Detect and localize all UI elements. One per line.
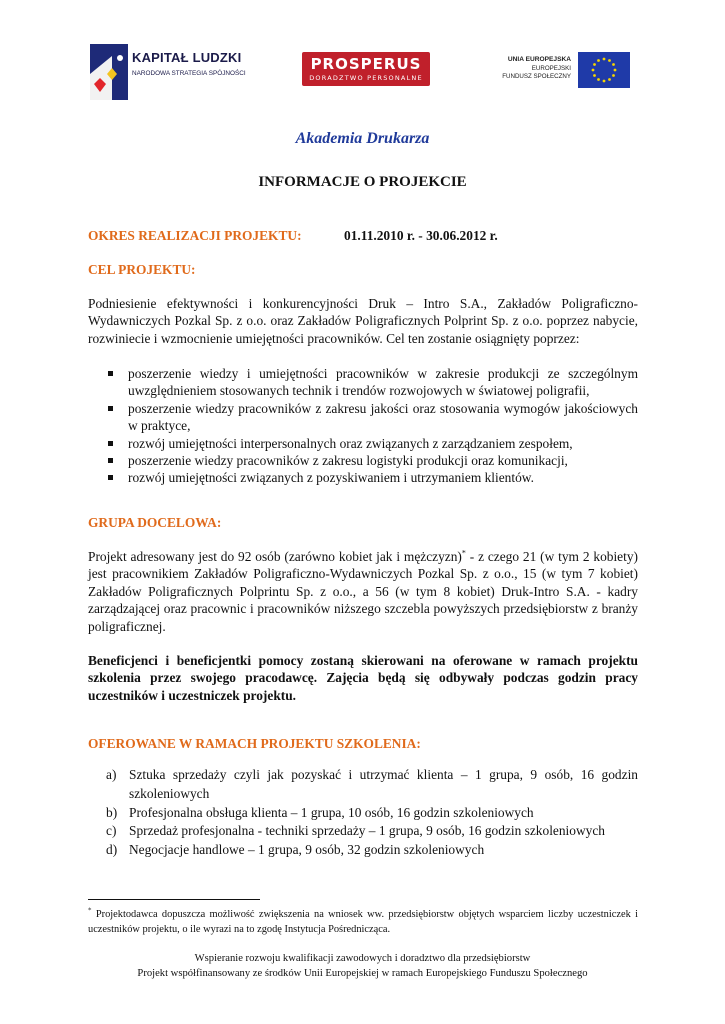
eu-line-3: FUNDUSZ SPOŁECZNY (502, 73, 571, 80)
eu-line-1: UNIA EUROPEJSKA (507, 56, 571, 63)
trainings-heading: OFEROWANE W RAMACH PROJEKTU SZKOLENIA: (88, 736, 421, 751)
list-letter: d) (106, 842, 118, 858)
list-letter: a) (106, 767, 117, 782)
bullet-text: poszerzenie wiedzy pracowników z zakresu logistyki produkcji oraz komunikacji, (128, 453, 568, 469)
goal-paragraph: Podniesienie efektywności i konkurencyjności Druk – Intro S.A., Zakładów Poligraficzno-Wydawniczych Pozkal Sp. z o.o. oraz Zakładów Poligraficznych Polprint Sp. z o.o. poprzez nabycie, rozwiniecie i wzmocnienie umiejętności pracowników. Cel ten zostanie osiągnięty poprzez: (88, 296, 638, 346)
training-text: Sztuka sprzedaży czyli jak pozyskać i utrzymać klienta – 1 grupa, 9 osób, 16 godzin szkoleniowych (129, 767, 638, 801)
kapital-ludzki-emblem-icon (90, 44, 128, 100)
prosperus-logo (302, 52, 430, 86)
prosperus-title: PROSPERUS (310, 55, 422, 73)
footer-line-2: Projekt współfinansowany ze środków Unii Europejskiej w ramach Europejskiego Funduszu Społecznego (137, 968, 588, 979)
training-text: Negocjacje handlowe – 1 grupa, 9 osób, 32 godzin szkoleniowych (129, 842, 485, 858)
list-letter: c) (106, 823, 117, 839)
period-value: 01.11.2010 r. - 30.06.2012 r. (344, 228, 498, 243)
footer-line-1: Wspieranie rozwoju kwalifikacji zawodowych i doradztwo dla przedsiębiorstw (194, 953, 531, 964)
trainings-list (88, 766, 638, 860)
kapital-ludzki-subtitle: NARODOWA STRATEGIA SPÓJNOŚCI (132, 70, 246, 77)
target-text-b: - z czego 21 (w tym 2 kobiety) jest pracownikiem Zakładów Poligraficzno-Wydawniczych Pozkal Sp. z o.o., 15 (w tym 7 kobiet) Zakładów Poligraficznych Polprintu Sp. z o.o., a 56 (w tym 8 kobiet) Druk-Intro S.A. - kadry zarządzającej oraz pracownic i pracowników niższego szczebla powyższych przedsiębiorstw z branży poligraficznej. (88, 549, 638, 634)
kapital-ludzki-logo (90, 44, 260, 100)
bullet-text: poszerzenie wiedzy pracowników z zakresu jakości oraz stosowania wymogów jakościowych w praktyce, (128, 400, 638, 434)
footnote-mark: * (88, 906, 92, 915)
footnote (88, 907, 638, 937)
goal-bullet-list (88, 365, 638, 487)
beneficiaries-paragraph: Beneficjenci i beneficjentki pomocy zostaną skierowani na oferowane w ramach projektu szkolenia przez swojego pracodawcę. Zajęcia będą się odbywały podczas godzin pracy uczestników i uczestniczek projektu. (88, 653, 638, 703)
list-item (88, 766, 638, 804)
list-letter: b) (106, 804, 118, 820)
list-item (88, 841, 638, 860)
document-title: Akademia Drukarza (295, 130, 430, 147)
list-item (88, 804, 638, 823)
footnote-reference[interactable]: * (461, 548, 466, 558)
bullet-text: rozwój umiejętności interpersonalnych oraz związanych z zarządzaniem zespołem, (128, 435, 573, 451)
training-text: Sprzedaż profesjonalna - techniki sprzedaży – 1 grupa, 9 osób, 16 godzin szkoleniowych (129, 823, 605, 839)
bullet-square-icon (108, 406, 113, 411)
bullet-square-icon (108, 458, 113, 463)
target-group-paragraph (88, 548, 638, 635)
goal-heading: CEL PROJEKTU: (88, 262, 196, 277)
bullet-square-icon (108, 475, 113, 480)
bullet-square-icon (108, 371, 113, 376)
eu-logo (494, 50, 634, 92)
target-text-a: Projekt adresowany jest do 92 osób (zarówno kobiet jak i mężczyzn) (88, 549, 462, 564)
training-text: Profesjonalna obsługa klienta – 1 grupa, 10 osób, 16 godzin szkoleniowych (129, 804, 534, 820)
footnote-divider (88, 899, 260, 900)
list-item (88, 822, 638, 841)
eu-line-2: EUROPEJSKI (531, 65, 571, 72)
prosperus-subtitle: DORADZTWO PERSONALNE (309, 74, 423, 82)
period-heading: OKRES REALIZACJI PROJEKTU: (88, 228, 302, 243)
target-group-heading: GRUPA DOCELOWA: (88, 515, 222, 530)
header-logos (0, 0, 725, 110)
list-item (88, 435, 638, 452)
footnote-text: Projektodawca dopuszcza możliwość zwiększenia na wniosek ww. przedsiębiorstw objętych wsparciem liczby uczestniczek i uczestników projektu, o ile wyrazi na to zgodę Instytucja Pośrednicząca. (88, 909, 638, 935)
bullet-text: rozwój umiejętności związanych z pozyskiwaniem i utrzymaniem klientów. (128, 470, 534, 486)
list-item (88, 452, 638, 469)
bullet-square-icon (108, 441, 113, 446)
document-subtitle: INFORMACJE O PROJEKCIE (258, 174, 467, 190)
eu-flag-icon (578, 52, 630, 88)
list-item (88, 469, 638, 486)
list-item (88, 365, 638, 400)
kapital-ludzki-title: KAPITAŁ LUDZKI (132, 50, 242, 65)
list-item (88, 400, 638, 435)
bullet-text: poszerzenie wiedzy i umiejętności pracowników w zakresie produkcji ze szczególnym uwzględnieniem stosowanych technik i trendów rozwojowych w światowej poligrafii, (128, 366, 638, 399)
